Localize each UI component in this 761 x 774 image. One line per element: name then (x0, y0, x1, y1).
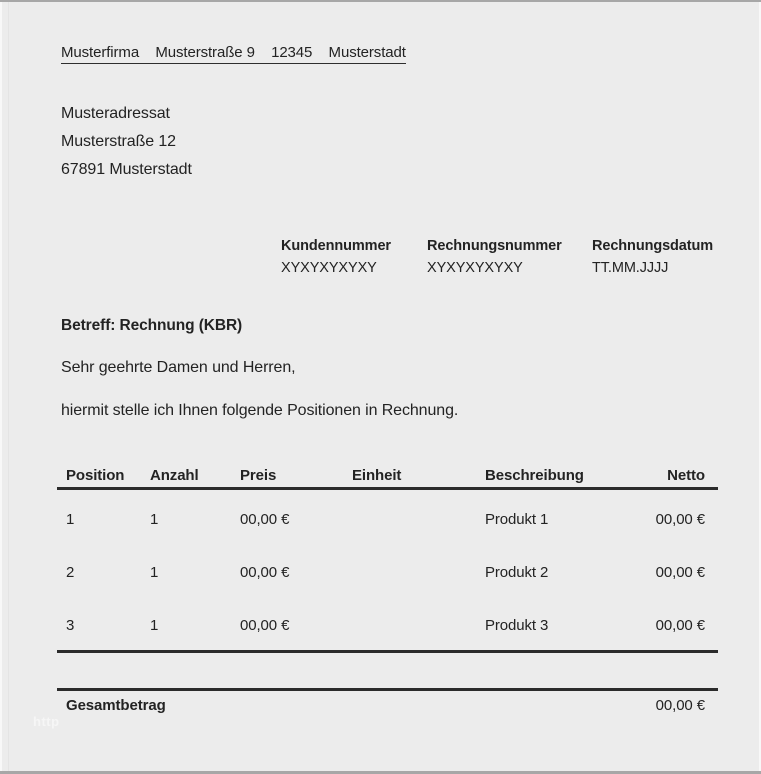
cell-anzahl: 1 (150, 511, 159, 528)
invoice-number-label: Rechnungsnummer (427, 238, 562, 254)
invoice-date-block (592, 238, 713, 276)
header-netto: Netto (667, 467, 705, 484)
customer-number-block (281, 238, 391, 276)
cell-preis: 00,00 € (240, 564, 290, 581)
header-einheit: Einheit (352, 467, 402, 484)
total-label: Gesamtbetrag (66, 697, 166, 714)
cell-netto: 00,00 € (655, 511, 705, 528)
recipient-name: Musteradressat (61, 105, 170, 122)
header-anzahl: Anzahl (150, 467, 199, 484)
cell-beschreibung: Produkt 1 (485, 511, 549, 528)
scan-artifact-line (8, 2, 9, 771)
invoice-date-label: Rechnungsdatum (592, 238, 714, 254)
total-value: 00,00 € (655, 697, 705, 714)
scan-edge-top (0, 0, 761, 2)
cell-preis: 00,00 € (240, 617, 290, 634)
table-bottom-rule (57, 650, 718, 653)
table-header-rule (57, 487, 718, 490)
cell-position: 1 (66, 511, 75, 528)
header-position: Position (66, 467, 125, 484)
cell-beschreibung: Produkt 3 (485, 617, 549, 634)
cell-position: 3 (66, 617, 75, 634)
watermark-text: http (33, 714, 60, 729)
total-rule (57, 688, 718, 691)
table-header-row (0, 467, 761, 487)
table-row (0, 511, 761, 531)
invoice-date-value: TT.MM.JJJJ (592, 260, 669, 276)
table-row (0, 564, 761, 584)
cell-position: 2 (66, 564, 75, 581)
cell-netto: 00,00 € (655, 617, 705, 634)
recipient-city: 67891 Musterstadt (61, 161, 192, 178)
subject-line: Betreff: Rechnung (KBR) (61, 317, 243, 334)
cell-anzahl: 1 (150, 617, 159, 634)
sender-address-line: Musterfirma Musterstraße 9 12345 Musterstadt (61, 44, 406, 64)
greeting-line: Sehr geehrte Damen und Herren, (61, 359, 296, 376)
table-row (0, 617, 761, 637)
cell-netto: 00,00 € (655, 564, 705, 581)
invoice-number-value: XYXYXYXYXY (427, 260, 523, 276)
cell-beschreibung: Produkt 2 (485, 564, 549, 581)
scan-edge-left (0, 2, 2, 771)
header-beschreibung: Beschreibung (485, 467, 584, 484)
header-preis: Preis (240, 467, 277, 484)
cell-preis: 00,00 € (240, 511, 290, 528)
recipient-street: Musterstraße 12 (61, 133, 176, 150)
cell-anzahl: 1 (150, 564, 159, 581)
customer-number-label: Kundennummer (281, 238, 391, 254)
invoice-number-block (427, 238, 562, 276)
intro-line: hiermit stelle ich Ihnen folgende Positionen in Rechnung. (61, 402, 459, 419)
recipient-address-block (61, 100, 192, 184)
customer-number-value: XYXYXYXYXY (281, 260, 377, 276)
